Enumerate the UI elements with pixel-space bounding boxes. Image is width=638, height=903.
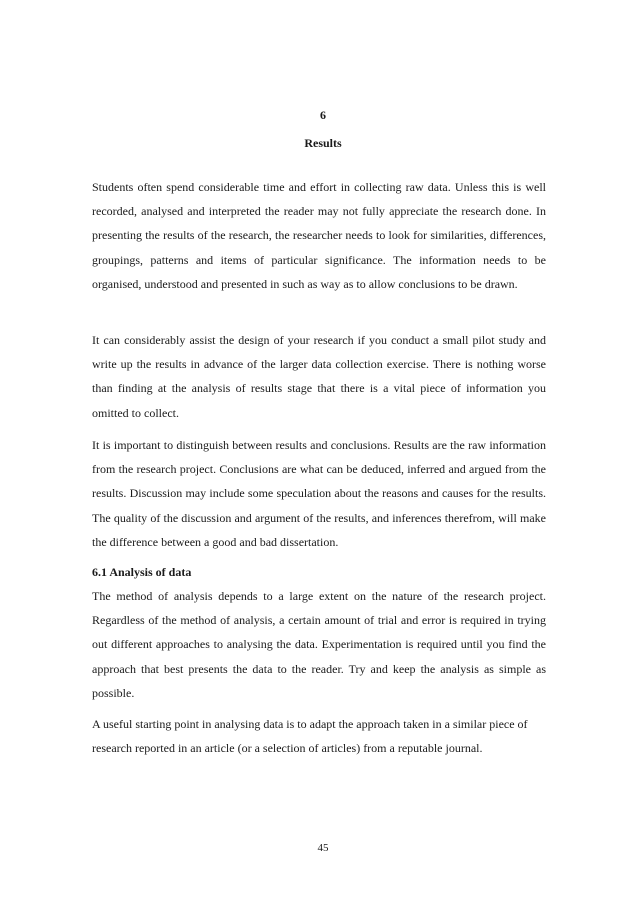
section-heading: 6.1 Analysis of data (92, 565, 192, 579)
paragraph-results-vs-conclusions: It is important to distinguish between results and conclusions. Results are the raw information from the research project. Conclusions are what can be deduced, inferred and argued from the results. Discussion may include some speculation about the reasons and causes for the results. The quality of the discussion and argument of the results, and inferences therefrom, will make the difference between a good and bad dissertation. (92, 438, 546, 549)
chapter-number: 6 (320, 108, 326, 122)
paragraph-pilot-study: It can considerably assist the design of your research if you conduct a small pilot study and write up the results in advance of the larger data collection exercise. There is nothing worse than finding at the analysis of results stage that there is a vital piece of information you omitted to collect. (92, 333, 546, 420)
paragraph-intro: Students often spend considerable time and effort in collecting raw data. Unless this is well recorded, analysed and interpreted the reader may not fully appreciate the research done. In presenting the results of the research, the researcher needs to look for similarities, differences, groupings, patterns and items of particular significance. The information needs to be organised, understood and presented in such as way as to allow conclusions to be drawn. (92, 180, 546, 291)
chapter-title: Results (304, 136, 342, 150)
paragraph-method-of-analysis: The method of analysis depends to a large extent on the nature of the research project. Regardless of the method of analysis, a certain amount of trial and error is required in trying out different approaches to analysing the data. Experimentation is required until you find the approach that best presents the data to the reader. Try and keep the analysis as simple as possible. (92, 589, 546, 700)
paragraph-starting-point: A useful starting point in analysing data is to adapt the approach taken in a similar piece of research reported in an article (or a selection of articles) from a reputable journal. (92, 717, 528, 756)
page-number: 45 (317, 842, 329, 854)
